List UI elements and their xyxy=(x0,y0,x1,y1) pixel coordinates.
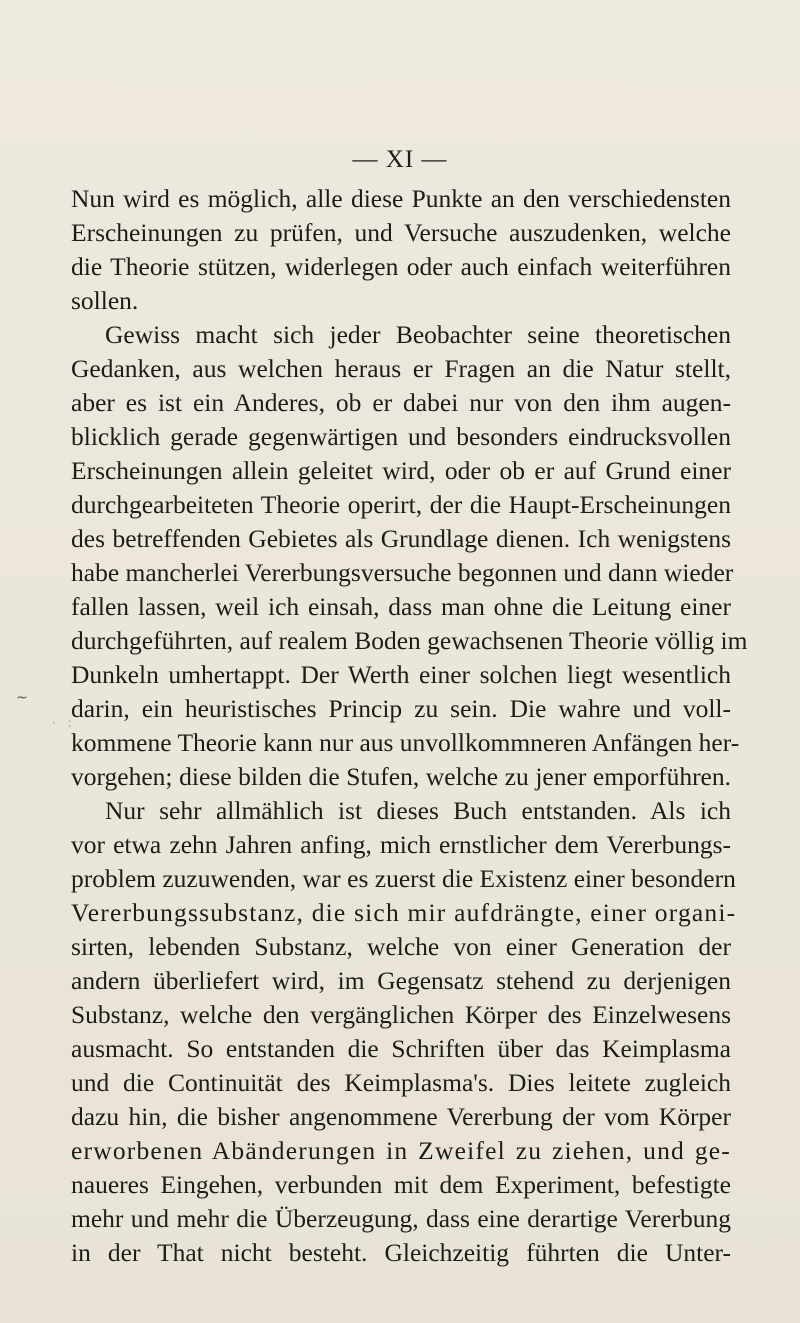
text-line: Vererbungssubstanz, die sich mir aufdrängte, einer organi- xyxy=(71,898,737,927)
text-line: mehr und mehr die Überzeugung, dass eine derartige Vererbung xyxy=(71,1204,731,1233)
text-line: vorgehen; diese bilden die Stufen, welche zu jener emporführen. xyxy=(71,762,731,791)
text-line: kommene Theorie kann nur aus unvollkommneren Anfängen her- xyxy=(71,728,740,757)
text-line: sirten, lebenden Substanz, welche von einer Generation der xyxy=(71,932,731,961)
text-line: andern überliefert wird, im Gegensatz stehend zu derjenigen xyxy=(71,966,731,995)
text-line: habe mancherlei Vererbungsversuche begonnen und dann wieder xyxy=(71,558,734,587)
text-line: ausmacht. So entstanden die Schriften über das Keimplasma xyxy=(71,1034,731,1063)
text-line: Gedanken, aus welchen heraus er Fragen an die Natur stellt, xyxy=(71,354,731,383)
text-line: problem zuzuwenden, war es zuerst die Existenz einer besondern xyxy=(71,864,736,893)
text-line: naueres Eingehen, verbunden mit dem Experiment, befestigte xyxy=(71,1170,731,1199)
text-line: und die Continuität des Keimplasma's. Dies leitete zugleich xyxy=(71,1068,731,1097)
text-line: Erscheinungen allein geleitet wird, oder ob er auf Grund einer xyxy=(71,456,731,485)
text-line: blicklich gerade gegenwärtigen und besonders eindrucksvollen xyxy=(71,422,731,451)
text-line: erworbenen Abänderungen in Zweifel zu ziehen, und ge- xyxy=(71,1136,731,1165)
text-line: Nun wird es möglich, alle diese Punkte an den verschiedensten xyxy=(71,184,731,213)
text-line: Substanz, welche den vergänglichen Körper des Einzelwesens xyxy=(71,1000,731,1029)
text-line: fallen lassen, weil ich einsah, dass man ohne die Leitung einer xyxy=(71,592,731,621)
text-line: durchgeführten, auf realem Boden gewachsenen Theorie völlig im xyxy=(71,626,748,655)
text-line: Erscheinungen zu prüfen, und Versuche auszudenken, welche xyxy=(71,218,731,247)
margin-mark: · : xyxy=(52,716,76,730)
text-line: durchgearbeiteten Theorie operirt, der die Haupt-Erscheinungen xyxy=(71,490,731,519)
text-line: die Theorie stützen, widerlegen oder auch einfach weiterführen xyxy=(71,252,731,281)
text-line: Gewiss macht sich jeder Beobachter seine theoretischen xyxy=(105,320,731,349)
text-line: Nur sehr allmählich ist dieses Buch entstanden. Als ich xyxy=(105,796,731,825)
text-line: dazu hin, die bisher angenommene Vererbung der vom Körper xyxy=(71,1102,731,1131)
page-number-header: — XI — xyxy=(352,146,448,173)
margin-mark: ~ xyxy=(16,690,28,706)
text-line: aber es ist ein Anderes, ob er dabei nur von den ihm augen- xyxy=(71,388,731,417)
text-line: sollen. xyxy=(71,286,139,315)
text-line: des betreffenden Gebietes als Grundlage dienen. Ich wenigstens xyxy=(71,524,731,553)
text-line: darin, ein heuristisches Princip zu sein. Die wahre und voll- xyxy=(71,694,731,723)
text-line: vor etwa zehn Jahren anfing, mich ernstlicher dem Vererbungs- xyxy=(71,830,731,859)
text-line: in der That nicht besteht. Gleichzeitig führten die Unter- xyxy=(71,1238,731,1267)
text-line: Dunkeln umhertappt. Der Werth einer solchen liegt wesentlich xyxy=(71,660,731,689)
